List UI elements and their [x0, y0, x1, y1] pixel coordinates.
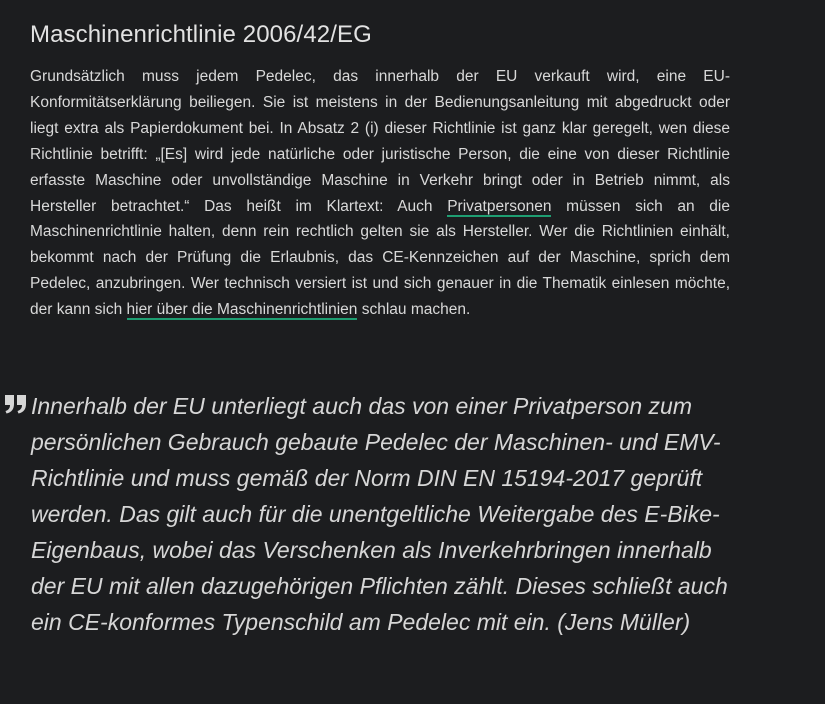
- body-paragraph: [30, 64, 730, 323]
- section-heading: Maschinenrichtlinie 2006/42/EG: [30, 21, 372, 48]
- maschinenrichtlinien-link[interactable]: hier über die Maschinenrichtlinien: [126, 301, 358, 319]
- quote-text: Innerhalb der EU unterliegt auch das von einer Privatperson zum persönlichen Gebrauch gebaute Pedelec der Maschinen- und EMV-Richtlinie und muss gemäß der Norm DIN EN 15194-2017 geprüft werden. Das gilt auch für die unentgeltliche Weitergabe des E-Bike-Eigenbaus, wobei das Verschenken als Inverkehrbringen innerhalb der EU mit allen dazugehörigen Pflichten zählt. Dieses schließt auch ein CE-konformes Typenschild am Pedelec mit ein. (Jens Müller): [31, 393, 728, 635]
- blockquote: [0, 388, 740, 640]
- quote-icon: [4, 394, 28, 414]
- paragraph-text-1: Grundsätzlich muss jedem Pedelec, das innerhalb der EU verkauft wird, eine EU-Konformitätserklärung beiliegen. Sie ist meistens in der Bedienungsanleitung mit abgedruckt oder liegt extra als Papierdokument bei. In Absatz 2 (i) dieser Richtlinie ist ganz klar geregelt, wen diese Richtlinie betrifft: „[Es] wird jede natürliche oder juristische Person, die eine von dieser Richtlinie erfasste Maschine oder unvollständige Maschine in Verkehr bringt oder in Betrieb nimmt, als Hersteller betrachtet.“ Das heißt im Klartext: Auch: [30, 68, 730, 215]
- article: [30, 18, 730, 323]
- paragraph-text-3: schlau machen.: [357, 301, 471, 319]
- privatpersonen-link[interactable]: Privatpersonen: [447, 197, 552, 215]
- paragraph-text-2: müssen sich an die Maschinenrichtlinie halten, denn rein rechtlich gelten sie als Hersteller. Wer die Richtlinien einhält, bekommt nach der Prüfung die Erlaubnis, das CE-Kennzeichen auf der Maschine, sprich dem Pedelec, anzubringen. Wer technisch versiert ist und sich genauer in die Thematik einlesen möchte, der kann sich: [30, 197, 730, 319]
